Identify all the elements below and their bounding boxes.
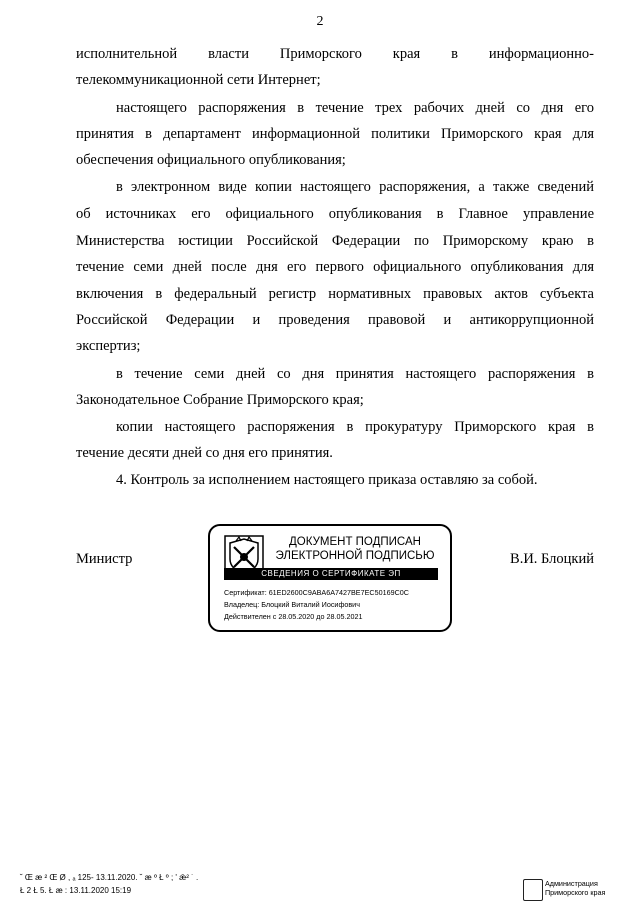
signer-name: В.И. Блоцкий [510,551,594,567]
certificate-owner: Владелец: Блоцкий Виталий Иосифович [224,600,360,609]
stamp-details [224,587,444,623]
text-line: экспертиз; [76,338,141,354]
signer-position: Министр [76,551,133,567]
emblem-icon [523,879,543,901]
text-line: телекоммуникационной сети Интернет; [76,72,321,88]
text-line: течение десяти дней со дня его принятия. [76,445,333,461]
text-line: принятия в департамент информационной политики Приморского края для [76,126,594,142]
text-line: течение семи дней после дня его первого официального опубликования для [76,259,594,275]
stamp-title: ДОКУМЕНТ ПОДПИСАН ЭЛЕКТРОННОЙ ПОДПИСЬЮ [275,536,435,562]
text-line: в электронном виде копии настоящего распоряжения, а также сведений [116,179,594,195]
document-footer [20,871,500,897]
text-line: Российской Федерации и проведения правовой и антикоррупционной [76,312,594,328]
text-line: в течение семи дней со дня принятия настоящего распоряжения в [116,366,594,382]
text-line: настоящего распоряжения в течение трех рабочих дней со дня его [116,100,594,116]
text-line: об источниках его официального опубликования в Главное управление [76,206,594,222]
text-line: исполнительной власти Приморского края в информационно- [76,46,594,62]
text-line: Законодательное Собрание Приморского края; [76,392,364,408]
page-number: 2 [316,14,324,29]
certificate-number: Сертификат: 61ED2600C9ABA6A7427BE7EC50169C0C [224,588,409,597]
footer-line: Ł 2 Ł 5. Ł æ : 13.11.2020 15:19 [20,886,132,895]
text-line: копии настоящего распоряжения в прокуратуру Приморского края в [116,419,594,435]
certificate-validity: Действителен с 28.05.2020 до 28.05.2021 [224,612,363,621]
electronic-signature-stamp [208,524,452,632]
organization-logo [523,877,633,901]
text-line: Министерства юстиции Российской Федерации по Приморскому краю в [76,233,594,249]
text-line: включения в федеральный регистр нормативных правовых актов субъекта [76,286,594,302]
organization-name: Администрация Приморского края [545,879,606,897]
text-line: обеспечения официального опубликования; [76,152,346,168]
text-line: 4. Контроль за исполнением настоящего приказа оставляю за собой. [116,472,538,488]
footer-line: ˘ Œ æ ² Œ Ø , ₐ 125- 13.11.2020. ˘ æ º Ł º ; ' ǣ² ˙ . [20,873,199,882]
stamp-certificate-header: СВЕДЕНИЯ О СЕРТИФИКАТЕ ЭП [224,568,438,580]
